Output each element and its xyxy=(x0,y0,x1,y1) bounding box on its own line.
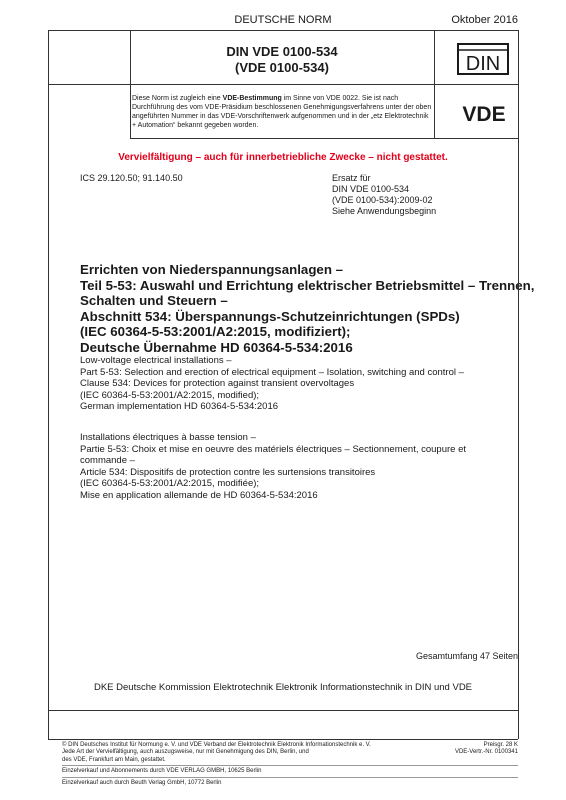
french-title-line: Mise en application allemande de HD 60364-5-534:2016 xyxy=(80,489,318,501)
din-logo-icon xyxy=(456,42,510,76)
document-title xyxy=(130,44,434,76)
french-title-line: (IEC 60364-5-53:2001/A2:2015, modifiée); xyxy=(80,478,260,489)
french-title xyxy=(80,432,530,501)
frame-right xyxy=(518,30,519,739)
notice-text-1: Diese Norm ist zugleich eine xyxy=(132,95,223,102)
german-title-line: Teil 5-53: Auswahl und Errichtung elektrischer Betriebsmittel – Trennen, xyxy=(80,277,535,293)
vde-number: (VDE 0100-534) xyxy=(235,60,329,75)
notice-bold: VDE-Bestimmung xyxy=(222,95,282,102)
french-title-line: Installations électriques à basse tension – xyxy=(80,432,256,443)
footer-divider xyxy=(62,765,518,766)
copyright-line: Jede Art der Vervielfältigung, auch auszugsweise, nur mit Genehmigung des DIN, Berlin, und xyxy=(62,749,309,756)
price-group: Preisgr. 28 K xyxy=(483,742,518,748)
replacement-info xyxy=(332,173,436,217)
german-title-line: Schalten und Steuern – xyxy=(80,293,228,308)
french-title-line: commande – xyxy=(80,455,135,466)
vde-logo-icon xyxy=(452,102,516,124)
replacement-line: Ersatz für xyxy=(332,173,371,183)
norm-type-label: DEUTSCHE NORM xyxy=(234,14,332,26)
footer-rule xyxy=(48,739,518,740)
price-info xyxy=(428,742,518,757)
total-pages: Gesamtumfang 47 Seiten xyxy=(415,651,518,661)
publication-date: Oktober 2016 xyxy=(451,14,518,26)
copyright-line: des VDE, Frankfurt am Main, gestattet. xyxy=(62,756,166,763)
english-title-line: German implementation HD 60364-5-534:2016 xyxy=(80,401,279,412)
title-right-divider xyxy=(434,30,435,138)
title-rule xyxy=(48,84,518,85)
vendor-info-vde: Einzelverkauf und Abonnements durch VDE VERLAG GMBH, 10625 Berlin xyxy=(62,768,262,774)
replacement-line: (VDE 0100-534):2009-02 xyxy=(332,195,433,205)
english-title-line: (IEC 60364-5-53:2001/A2:2015, modified); xyxy=(80,389,260,401)
vendor-info-beuth: Einzelverkauf auch durch Beuth Verlag GmbH, 10772 Berlin xyxy=(62,780,222,786)
dke-committee: DKE Deutsche Kommission Elektrotechnik Elektronik Informationstechnik in DIN und VDE xyxy=(93,682,473,693)
copy-warning: Vervielfältigung – auch für innerbetriebliche Zwecke – nicht gestattet. xyxy=(118,152,448,163)
footer-rule-top xyxy=(48,710,518,711)
copyright-line: © DIN Deutsches Institut für Normung e. V. und VDE Verband der Elektrotechnik Elektronik Informationstechnik e. V. xyxy=(62,742,371,748)
notice-rule xyxy=(130,138,518,139)
header-rule xyxy=(48,30,518,31)
english-title-line: Part 5-53: Selection and erection of electrical equipment – Isolation, switching and control – xyxy=(80,366,464,378)
french-title-line: Article 534: Dispositifs de protection contre les surtensions transitoires xyxy=(80,466,376,478)
ics-codes: ICS 29.120.50; 91.140.50 xyxy=(80,173,183,183)
copyright-notice xyxy=(62,742,412,764)
german-title-line: Errichten von Niederspannungsanlagen – xyxy=(80,262,344,277)
german-title xyxy=(80,262,535,355)
french-title-line: Partie 5-53: Choix et mise en oeuvre des matériels électriques – Sectionnement, coupure et xyxy=(80,443,467,455)
order-number: VDE-Vertr.-Nr. 0100341 xyxy=(454,749,518,756)
german-title-line: (IEC 60364-5-53:2001/A2:2015, modifiziert); xyxy=(80,324,351,339)
document-number: DIN VDE 0100-534 xyxy=(226,44,338,59)
replacement-line: Siehe Anwendungsbeginn xyxy=(332,206,437,216)
german-title-line: Deutsche Übernahme HD 60364-5-534:2016 xyxy=(80,339,353,355)
german-title-line: Abschnitt 534: Überspannungs-Schutzeinrichtungen (SPDs) xyxy=(80,308,460,324)
vde-notice xyxy=(132,94,432,130)
vde-logo-text: VDE xyxy=(462,103,506,124)
footer-divider xyxy=(62,777,518,778)
english-title xyxy=(80,355,530,413)
english-title-line: Low-voltage electrical installations – xyxy=(80,355,232,366)
english-title-line: Clause 534: Devices for protection against transient overvoltages xyxy=(80,378,355,389)
din-logo-text: DIN xyxy=(465,53,501,75)
notice-text-2: im Sinne von VDE 0022. Sie ist nach Durchführung des vom VDE-Präsidium beschlossenen Genehmigungsverfahrens unter der oben angeführten Nummer in das VDE-Vorschriftenwerk aufgenommen und in der „etz Elektrotechnik + Automation“ bekannt gegeben worden. xyxy=(132,95,432,129)
replacement-line: DIN VDE 0100-534 xyxy=(332,184,410,194)
frame-left xyxy=(48,30,49,739)
